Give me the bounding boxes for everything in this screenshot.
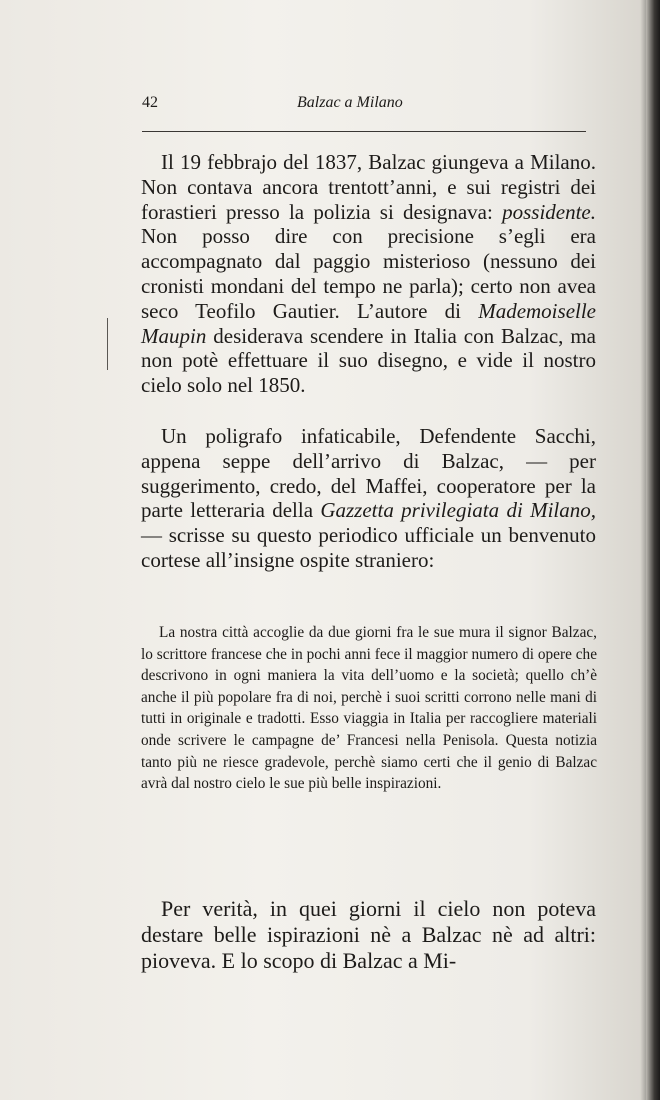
- running-header: [142, 94, 587, 118]
- paragraph-sacchi: [141, 424, 596, 573]
- paragraph-text: Non posso dire con precisione s’egli era accompagnato dal paggio misterioso (nessuno dei cronisti mondani del tempo ne parla); certo non avea seco Teofilo Gautier. L’autore di: [141, 224, 596, 323]
- book-title: Mademoiselle Maupin: [141, 298, 596, 348]
- paragraph-text: Un poligrafo infaticabile, Defendente Sacchi, appena seppe dell’arrivo di Balzac, — per suggerimento, credo, del Maffei, cooperatore per la parte letteraria della: [141, 424, 596, 523]
- paragraph-text: — scrisse su questo periodico ufficiale un benvenuto cortese all’insigne ospite straniero:: [141, 523, 596, 572]
- page-number: 42: [142, 94, 158, 111]
- paragraph-arrival: [141, 150, 596, 398]
- paragraph-rain: Per verità, in quei giorni il cielo non poteva destare belle ispirazioni nè a Balzac nè ad altri: pioveva. E lo scopo di Balzac a Mi-: [141, 896, 596, 973]
- italic-possidente: possidente.: [502, 199, 596, 224]
- margin-pencil-mark: [107, 318, 108, 370]
- newspaper-title: Gazzetta privilegiata di Milano,: [320, 498, 596, 523]
- paragraph-text: Il 19 febbrajo del 1837, Balzac giungeva a Milano. Non contava ancora trentott’anni, e sui registri dei forastieri presso la polizia si designava:: [141, 150, 596, 224]
- newspaper-quotation: La nostra città accoglie da due giorni fra le sue mura il signor Balzac, lo scrittore francese che in pochi anni fece il maggior numero di opere che descrivono in ogni maniera la vita dell’uomo e la società; quello ch’è anche il più popolare fra di noi, perchè i suoi scritti corrono nelle mani di tutti in originale e tradotti. Esso viaggia in Italia per raccogliere materiali onde scrivere le campagne de’ Francesi nella Penisola. Questa notizia tanto più ne riesce gradevole, perchè siamo certi che il genio di Balzac avrà dal nostro cielo le sue più belle inspirazioni.: [141, 624, 597, 793]
- running-title: Balzac a Milano: [297, 94, 403, 111]
- header-rule: [142, 131, 586, 132]
- page-binding-edge: [646, 0, 660, 1100]
- paragraph-text: desiderava scendere in Italia con Balzac, ma non potè effettuare il suo disegno, e vide il nostro cielo solo nel 1850.: [141, 323, 596, 398]
